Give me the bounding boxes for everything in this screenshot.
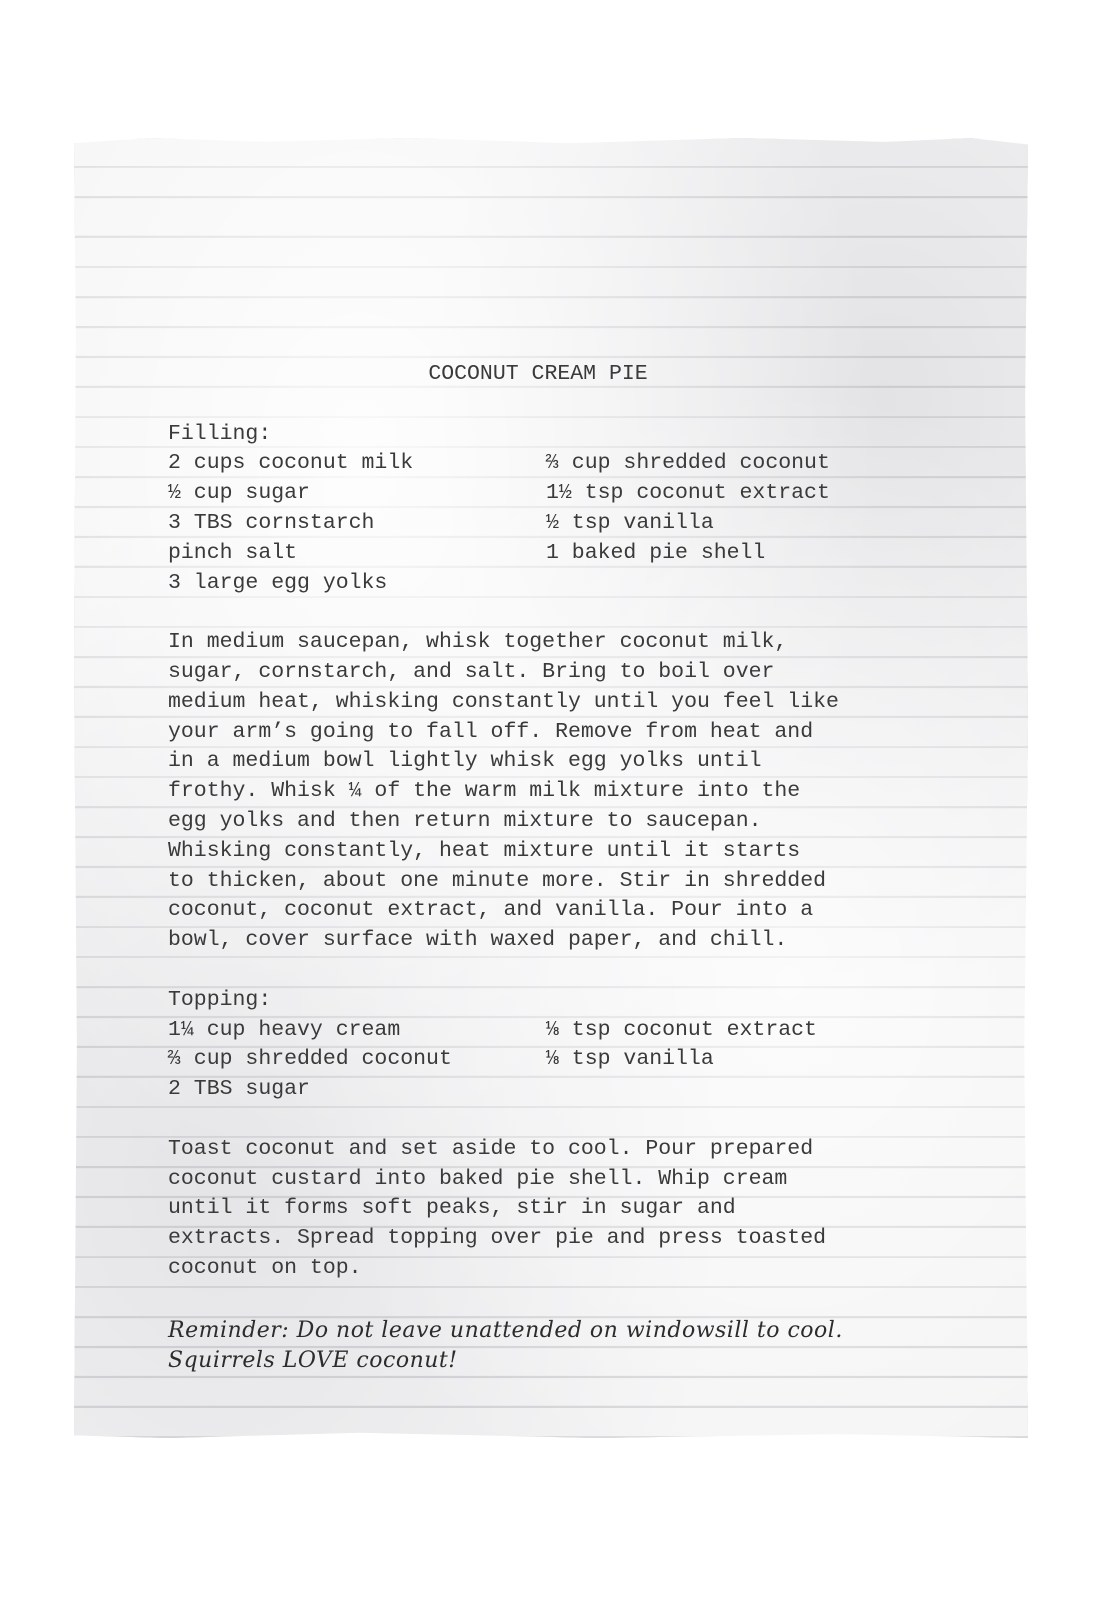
filling-ingredients-right bbox=[546, 449, 926, 598]
topping-ingredients-right bbox=[546, 1016, 926, 1105]
ingredient-item: ⅛ tsp coconut extract bbox=[546, 1017, 817, 1042]
ingredient-item: 1 baked pie shell bbox=[546, 540, 766, 565]
ingredient-item: ⅔ cup shredded coconut bbox=[546, 451, 830, 476]
ingredient-item: ⅔ cup shredded coconut bbox=[168, 1047, 452, 1072]
ingredient-item: 3 large egg yolks bbox=[168, 570, 388, 595]
ingredient-item: 1½ tsp coconut extract bbox=[546, 481, 830, 506]
filling-ingredients bbox=[168, 449, 928, 598]
topping-ingredients bbox=[168, 1016, 928, 1105]
filling-heading: Filling: bbox=[168, 421, 272, 446]
handwritten-reminder: Reminder: Do not leave unattended on windowsill to cool. Squirrels LOVE coconut! bbox=[168, 1317, 843, 1373]
ingredient-item: 1¼ cup heavy cream bbox=[168, 1017, 401, 1042]
ingredient-item: ½ cup sugar bbox=[168, 481, 310, 506]
ingredient-item: 2 TBS sugar bbox=[168, 1077, 310, 1102]
ingredient-item: 3 TBS cornstarch bbox=[168, 510, 375, 535]
topping-heading: Topping: bbox=[168, 987, 272, 1012]
topping-instructions: Toast coconut and set aside to cool. Pour prepared coconut custard into baked pie shell. Whip cream until it forms soft peaks, stir in sugar and extracts. Spread topping over pie and press toasted coconut on top. bbox=[168, 1136, 827, 1280]
ingredient-item: 2 cups coconut milk bbox=[168, 451, 414, 476]
recipe-content bbox=[168, 360, 928, 1376]
ingredient-item: pinch salt bbox=[168, 540, 298, 565]
ingredient-item: ⅛ tsp vanilla bbox=[546, 1047, 714, 1072]
topping-ingredients-left bbox=[168, 1016, 546, 1105]
filling-ingredients-left bbox=[168, 449, 546, 598]
ingredient-item: ½ tsp vanilla bbox=[546, 510, 714, 535]
filling-instructions: In medium saucepan, whisk together coconut milk, sugar, cornstarch, and salt. Bring to boil over medium heat, whisking constantly until you feel like your arm’s going to fall off. Remove from heat and in a medium bowl lightly whisk egg yolks until frothy. Whisk ¼ of the warm milk mixture into the egg yolks and then return mixture to saucepan. Whisking constantly, heat mixture until it starts to thicken, about one minute more. Stir in shredded coconut, coconut extract, and vanilla. Pour into a bowl, cover surface with waxed paper, and chill. bbox=[168, 630, 839, 953]
recipe-title: COCONUT CREAM PIE bbox=[428, 362, 648, 386]
